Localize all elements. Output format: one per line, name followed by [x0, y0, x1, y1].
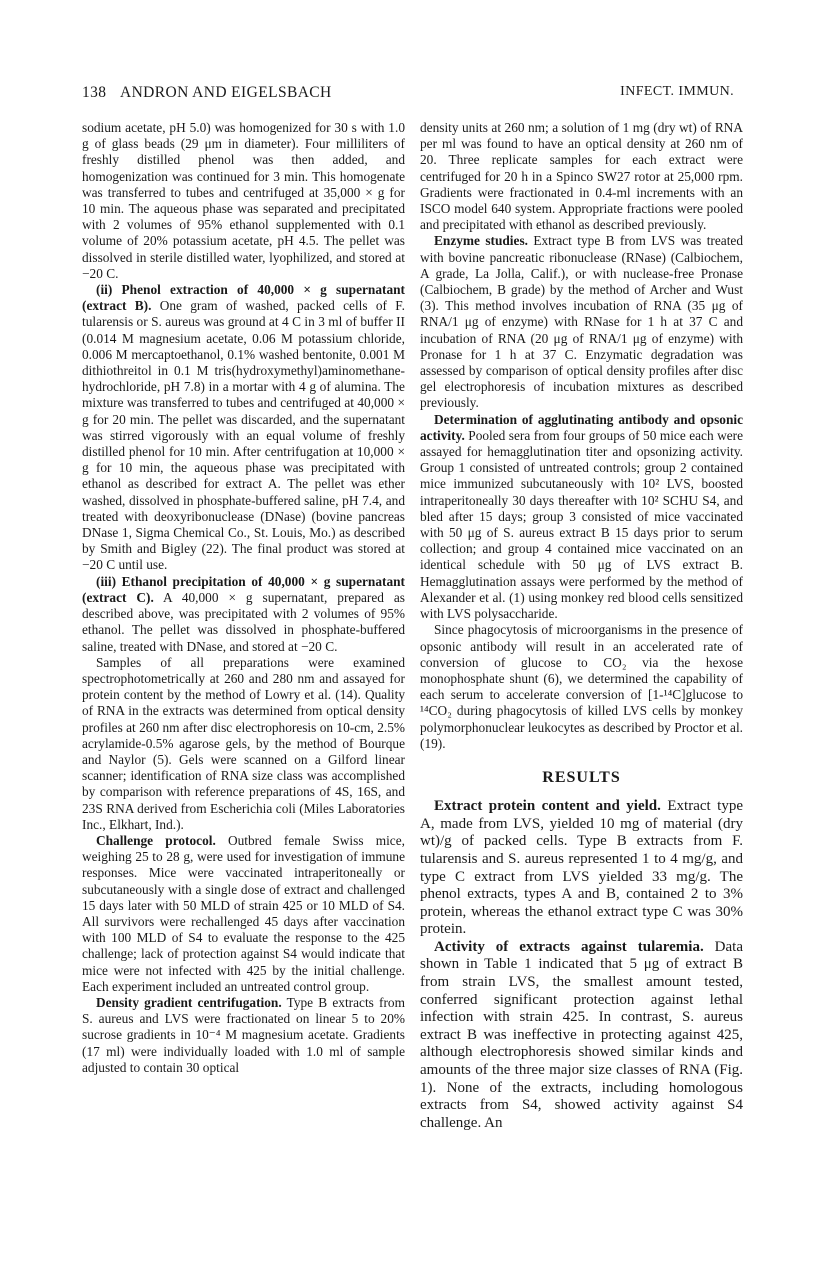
- subheading-enzyme-studies: Enzyme studies.: [434, 233, 528, 249]
- subheading-extract-b: (ii) Phenol extraction of 40,000 × g supernatant (extract B).: [82, 282, 405, 314]
- right-column: [420, 120, 743, 1132]
- paragraph-density-gradient: [82, 995, 405, 1076]
- subheading-challenge-protocol: Challenge protocol.: [96, 832, 216, 848]
- text-agglutinating-antibody: Pooled sera from four groups of 50 mice each were assayed for hemagglutination titer and opsonizing activity. Group 1 consisted of untreated controls; group 2 contained mice immunized subcutaneously with 10² LVS, boosted intraperitoneally 30 days thereafter with 10² SCHU S4, and bled after 15 days; group 3 consisted of mice vaccinated with 50 μg of S. aureus extract B 15 days prior to serum collection; and group 4 contained mice vaccinated on an identical schedule with 50 μg of LVS extract B. Hemagglutination assays were performed by the method of Alexander et al. (1) using monkey red blood cells sensitized with LVS polysaccharide.: [420, 427, 743, 622]
- text-extract-b: One gram of washed, packed cells of F. tularensis or S. aureus was ground at 4 C in 3 ml of buffer II (0.014 M magnesium acetate, 0.06 M potassium chloride, 0.006 M mercaptoethanol, 0.1% washed bentonite, 0.001 M dithiothreitol in 0.1 M tris(hydroxymethyl)aminomethane-hydrochloride, pH 7.8) in a mortar with 4 g of alumina. The mixture was transferred to tubes and centrifuged at 40,000 × g for 20 min. The pellet was discarded, and the supernatant was stirred vigorously with an equal volume of freshly distilled phenol for 10 min. After centrifugation at 10,000 × g for 10 min, the aqueous phase was precipitated with ethanol as described for extract A. The pellet was ether washed, dissolved in phosphate-buffered saline, pH 7.4, and treated with deoxyribonuclease (DNase) (bovine pancreas DNase 1, Sigma Chemical Co., St. Louis, Mo.) as described by Smith and Bigley (22). The final product was stored at −20 C until use.: [82, 298, 405, 573]
- paragraph-density-gradient-continued: density units at 260 nm; a solution of 1 mg (dry wt) of RNA per ml was found to have an optical density at 260 nm of 20. Three replicate samples for each extract were centrifuged for 20 h in a Spinco SW27 rotor at 25,000 rpm. Gradients were fractionated in 0.4-ml increments with an ISCO model 640 system. Appropriate fractions were pooled and precipitated with ethanol as described previously.: [420, 120, 743, 233]
- paragraph-extract-b: [82, 282, 405, 574]
- paragraph-enzyme-studies: [420, 233, 743, 411]
- running-authors: ANDRON AND EIGELSBACH: [120, 84, 332, 101]
- journal-abbreviation: INFECT. IMMUN.: [620, 84, 734, 99]
- text-enzyme-studies: Extract type B from LVS was treated with bovine pancreatic ribonuclease (RNase) (Calbiochem, A grade, La Jolla, Calif.), or with nuclease-free Pronase (Calbiochem, B grade) by the method of Archer and Wust (3). This method involves incubation of RNA (35 μg of RNA/1 μg of enzyme) with RNase for 1 h at 37 C and incubation of RNA (20 μg of RNA/1 μg of enzyme) with Pronase for 1 h at 37 C. Enzymatic degradation was assessed by comparison of optical density profiles after disc gel electrophoresis of incubation mixtures as described previously.: [420, 233, 743, 411]
- paragraph-extract-c: [82, 574, 405, 655]
- subheading-extract-c: (iii) Ethanol precipitation of 40,000 × g supernatant (extract C).: [82, 573, 405, 605]
- subheading-density-gradient: Density gradient centrifugation.: [96, 994, 282, 1010]
- paragraph-tularemia-activity: [420, 939, 743, 1133]
- paragraph-extract-a-continued: sodium acetate, pH 5.0) was homogenized for 30 s with 1.0 g of glass beads (29 μm in diameter). Four milliliters of freshly distilled phenol was then added, and homogenization was continued for 3 min. This homogenate was transferred to tubes and centrifuged at 35,000 × g for 10 min. The aqueous phase was separated and precipitated with 2 volumes of 95% ethanol supplemented with 0.1 volume of 20% potassium acetate, pH 4.5. The pellet was dissolved in sterile distilled water, lyophilized, and stored at −20 C.: [82, 120, 405, 281]
- running-header: [82, 84, 734, 106]
- subheading-tularemia-activity: Activity of extracts against tularemia.: [434, 938, 704, 955]
- text-tularemia-activity: Data shown in Table 1 indicated that 5 μg of extract B from strain LVS, the smallest amount tested, conferred significant protection against lethal infection with strain 425. In contrast, S. aureus extract B was ineffective in protecting against 425, although electrophoresis showed similar kinds and amounts of the three major size classes of RNA (Fig. 1). None of the extracts, including homologous extracts from S4, showed activity against S4 challenge. An: [420, 938, 743, 1131]
- paragraph-phagocytosis: Since phagocytosis of microorganisms in the presence of opsonic antibody will result in an accelerated rate of conversion of glucose to CO₂ via the hexose monophosphate shunt (6), we determined the capability of each serum to accelerate conversion of [1-¹⁴C]glucose to ¹⁴CO₂ during phagocytosis of killed LVS cells by monkey polymorphonuclear leukocytes as described by Proctor et al. (19).: [420, 622, 743, 751]
- subheading-protein-content: Extract protein content and yield.: [434, 798, 661, 815]
- text-challenge-protocol: Outbred female Swiss mice, weighing 25 to 28 g, were used for investigation of immune responses. Mice were vaccinated intraperitoneally or subcutaneously with a single dose of extract and challenged 15 days later with 50 MLD of strain 425 or 10 MLD of S4. All survivors were rechallenged 45 days after vaccination with 100 MLD of S4 to evaluate the response to the 425 challenge; lack of protection against S4 would indicate that mice were not infected with 425 by the initial challenge. Each experiment included an untreated control group.: [82, 832, 405, 994]
- text-extract-c: A 40,000 × g supernatant, prepared as described above, was precipitated with 2 volumes of 95% ethanol. The pellet was dissolved in phosphate-buffered saline, treated with DNase, and stored at −20 C.: [82, 589, 405, 654]
- left-column: [82, 120, 405, 1076]
- paragraph-protein-content: [420, 798, 743, 939]
- results-body: [420, 798, 743, 1132]
- paragraph-agglutinating-antibody: [420, 412, 743, 623]
- text-protein-content: Extract type A, made from LVS, yielded 10 mg of material (dry wt)/g of packed cells. Type B extracts from F. tularensis and S. aureus represented 1 to 4 mg/g, and type C extract from LVS yielded 33 mg/g. The phenol extracts, types A and B, contained 2 to 3% protein, whereas the ethanol extract type C was 30% protein.: [420, 798, 743, 938]
- text-density-gradient: Type B extracts from S. aureus and LVS were fractionated on linear 5 to 20% sucrose gradients in 10⁻⁴ M magnesium acetate. Gradients (17 ml) were individually loaded with 1.0 ml of sample adjusted to contain 30 optical: [82, 994, 405, 1075]
- paragraph-spectrophotometry: Samples of all preparations were examined spectrophotometrically at 260 and 280 nm and assayed for protein content by the method of Lowry et al. (14). Quality of RNA in the extracts was determined from optical density profiles at 260 nm after disc electrophoresis on 10-cm, 2.5% acrylamide-0.5% agarose gels, by the method of Bourque and Naylor (5). Gels were scanned on a Gilford linear scanner; identification of RNA size class was accomplished by comparison with reference preparations of 4S, 16S, and 23S RNA derived from Escherichia coli (Miles Laboratories Inc., Elkhart, Ind.).: [82, 654, 405, 832]
- paragraph-challenge-protocol: [82, 833, 405, 995]
- section-heading-results: RESULTS: [542, 768, 621, 786]
- subheading-agglutinating-antibody: Determination of agglutinating antibody and opsonic activity.: [420, 411, 743, 443]
- page-number: 138: [82, 84, 107, 101]
